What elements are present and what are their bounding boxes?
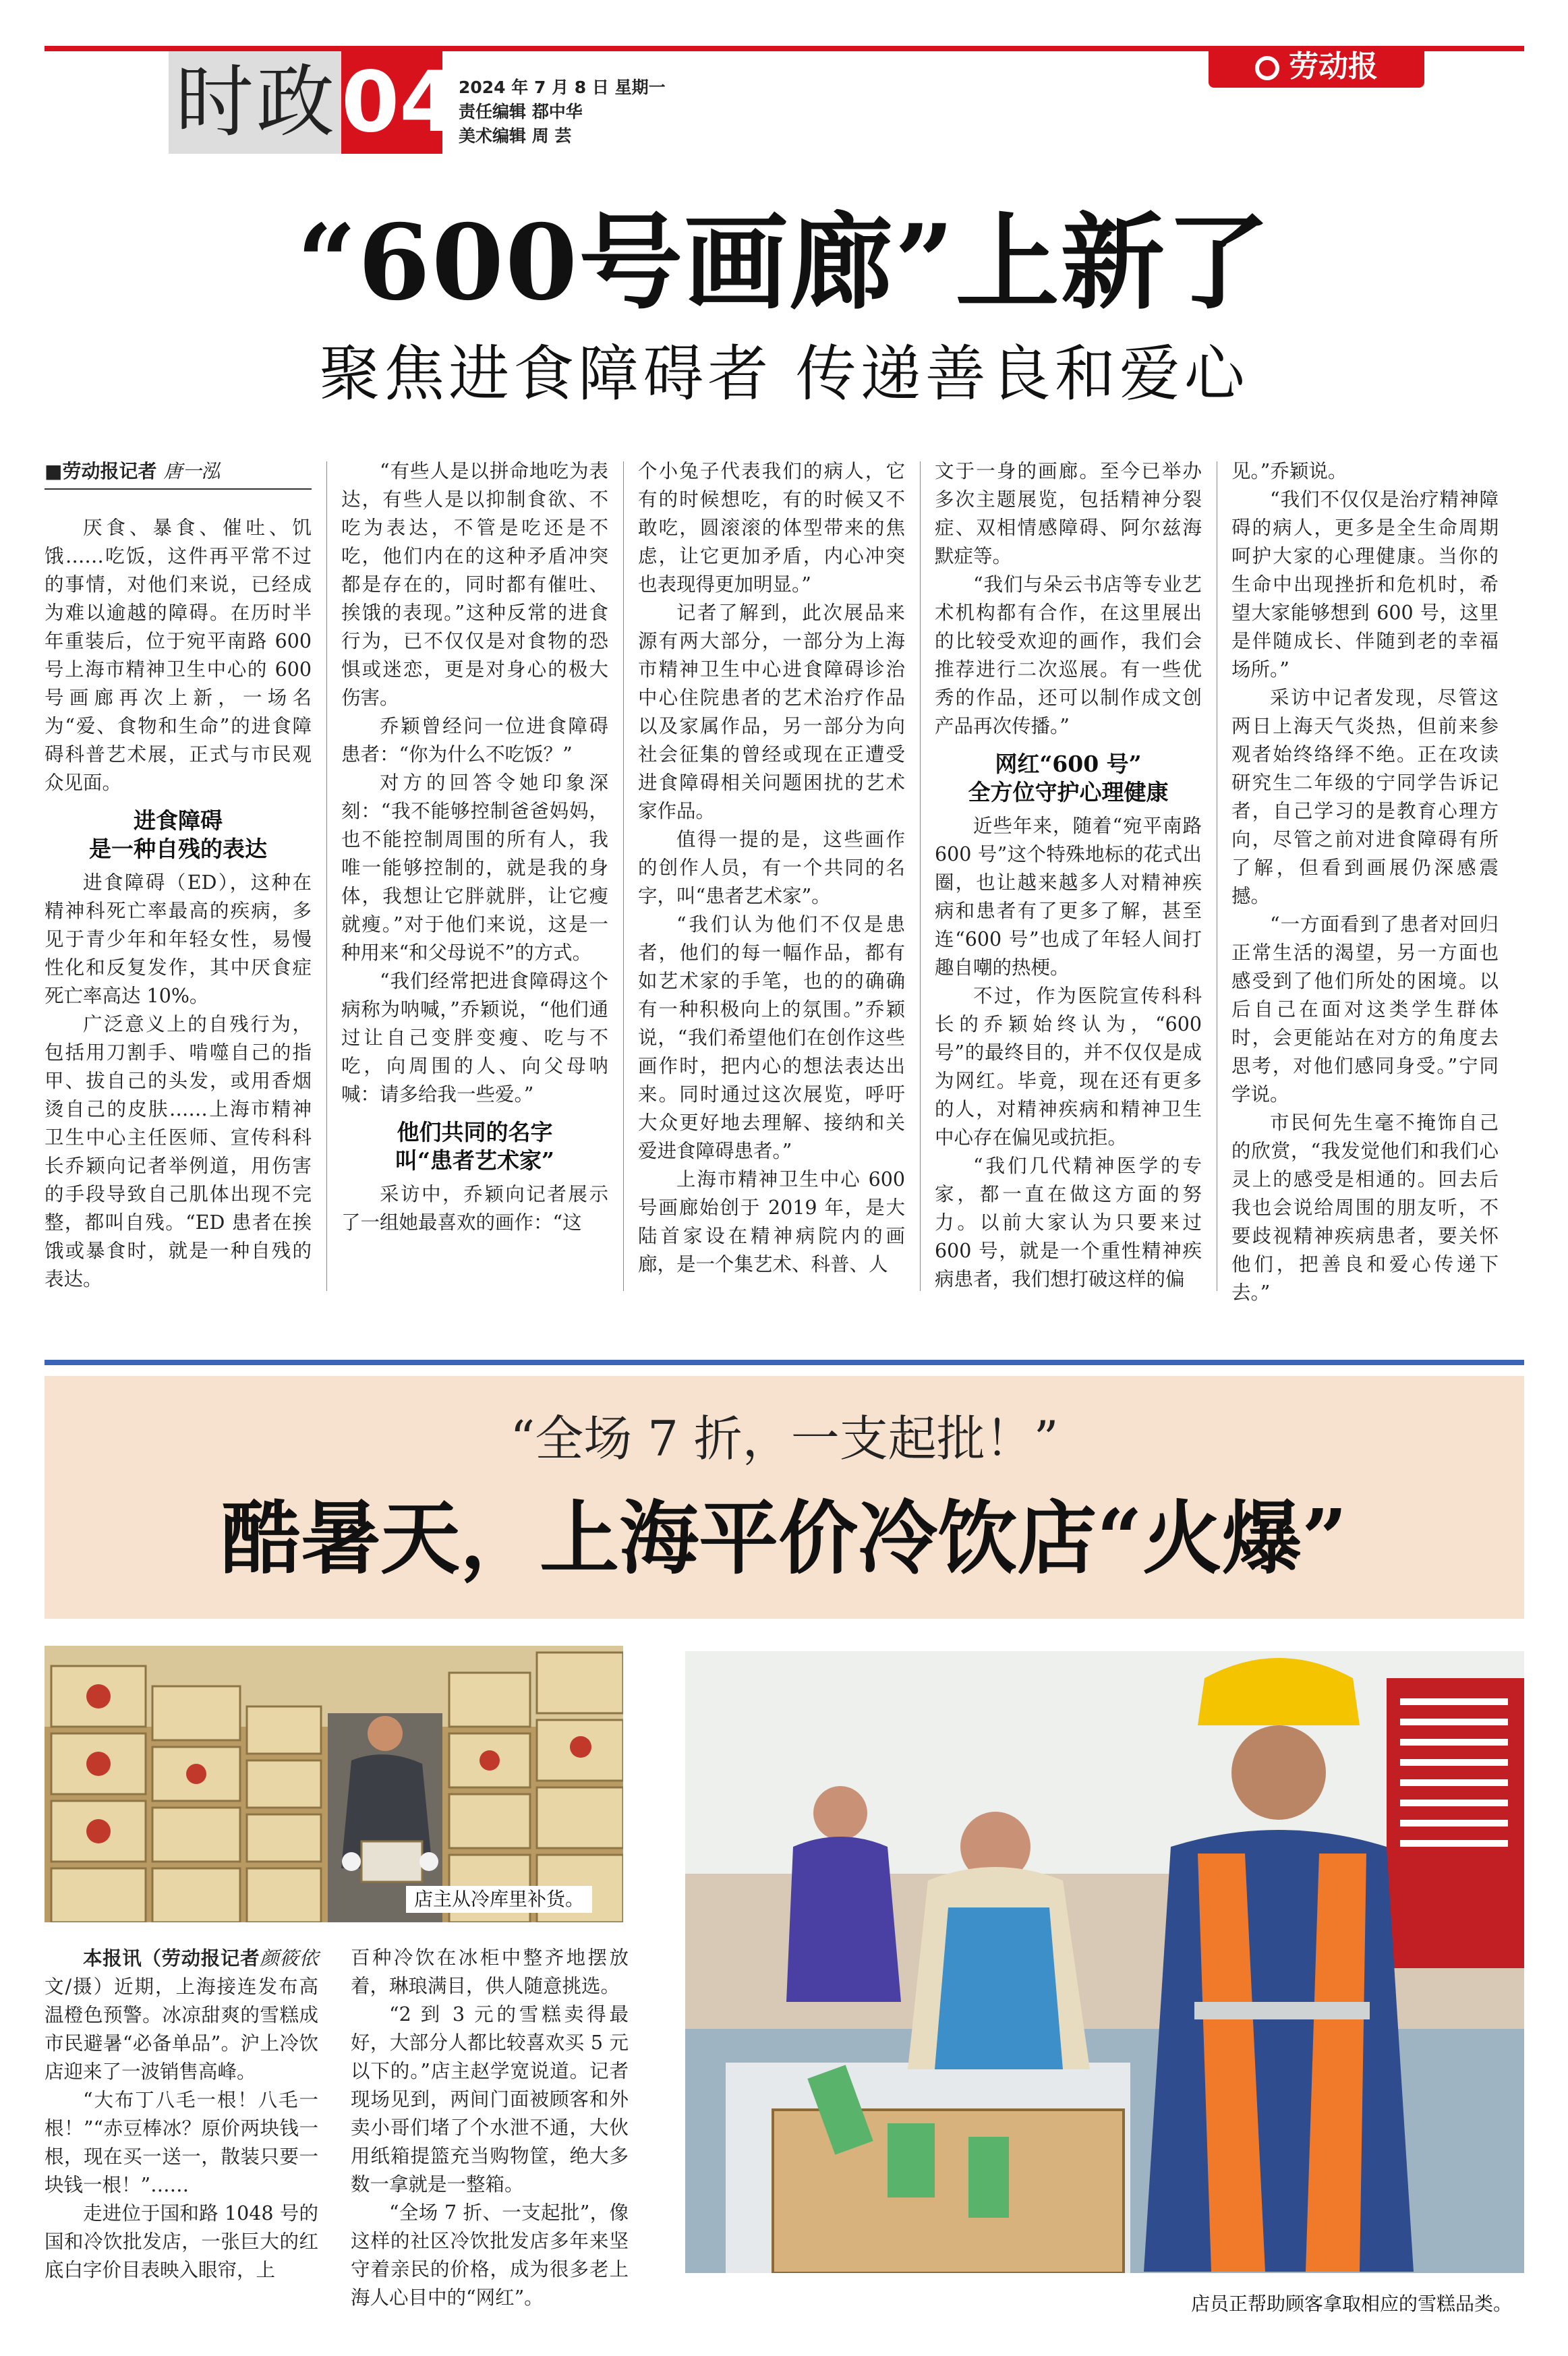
paragraph: “全场 7 折、一支起批”，像这样的社区冷饮批发店多年来坚守着亲民的价格，成为很多老上海人心目中的“网红”。 — [351, 2202, 629, 2309]
paragraph: “2 到 3 元的雪糕卖得最好，大部分人都比较喜欢买 5 元以下的。”店主赵学宽说道。记者现场见到，两间门面被顾客和外卖小哥们堵了个水泄不通，大伙用纸箱提篮充当购物筐，绝大多数一拿就是一整箱。 — [351, 2003, 629, 2195]
article1-column-2 — [341, 457, 608, 1237]
paragraph: 文于一身的画廊。至今已举办多次主题展览，包括精神分裂症、双相情感障碍、阿尔兹海默症等。 — [935, 460, 1202, 567]
issue-date: 2024 年 7 月 8 日 星期一 — [459, 78, 666, 97]
section-label: 时政 — [175, 57, 337, 148]
photo1-caption: 店主从冷库里补货。 — [406, 1886, 592, 1913]
paragraph: 值得一提的是，这些画作的创作人员，有一个共同的名字，叫“患者艺术家”。 — [638, 828, 905, 907]
paragraph: “大布丁八毛一根！八毛一根！”“赤豆棒冰？原价两块钱一根，现在买一送一，散装只要一块钱一根！”…… — [45, 2089, 318, 2196]
photo2-caption: 店员正帮助顾客拿取相应的雪糕品类。 — [1191, 2293, 1513, 2315]
lead-rest: 文/摄）近期，上海接连发布高温橙色预警。冰凉甜爽的雪糕成市民避暑“必备单品”。沪上冷饮店迎来了一波销售高峰。 — [45, 1976, 318, 2083]
article1-column-3 — [638, 457, 905, 1279]
paragraph: “我们不仅仅是治疗精神障碍的病人，更多是全生命周期呵护大家的心理健康。当你的生命中出现挫折和危机时，希望大家能够想到 600 号，这里是伴随成长、伴随到老的幸福场所。” — [1231, 488, 1499, 681]
lead-byline: （劳动报记者 — [142, 1947, 260, 1970]
byline — [45, 457, 312, 490]
subheading: 进食障碍 是一种自残的表达 — [89, 807, 267, 862]
paragraph: “有些人是以拼命地吃为表达，有些人是以抑制食欲、不吃为表达，不管是吃还是不吃，他们内在的这种矛盾冲突都是存在的，同时都有催吐、挨饿的表现。”这种反常的进食行为，已不仅仅是对食物的恐惧或迷恋，更是对身心的极大伤害。 — [341, 460, 608, 709]
cold-storage-photo — [45, 1646, 623, 1922]
lead-label: 本报讯 — [83, 1947, 142, 1970]
byline-label: ■劳动报记者 — [45, 460, 157, 482]
paragraph: 近些年来，随着“宛平南路 600 号”这个特殊地标的花式出圈，也让越来越多人对精神疾病和患者有了更多了解，甚至连“600 号”也成了年轻人间打趣自嘲的热梗。 — [935, 815, 1202, 979]
article1-column-4 — [935, 457, 1202, 1294]
byline-signature: 唐一泓 — [163, 460, 221, 482]
subheading: 他们共同的名字 叫“患者艺术家” — [395, 1119, 554, 1174]
article2-headline: 酷暑天，上海平价冷饮店“火爆” — [221, 1491, 1347, 1585]
responsible-editor: 责任编辑 鄀中华 — [459, 102, 583, 121]
paragraph: “我们认为他们不仅是患者，他们的每一幅作品，都有如艺术家的手笔，也的的确确有一种积极向上的氛围。”乔颖说，“我们希望他们在创作这些画作时，把内心的想法表达出来。同时通过这次展览，呼吁大众更好地去理解、接纳和关爱进食障碍患者。” — [638, 913, 905, 1162]
shop-counter-photo — [685, 1651, 1524, 2273]
paragraph: 上海市精神卫生中心 600 号画廊始创于 2019 年，是大陆首家设在精神病院内的画廊，是一个集艺术、科普、人 — [638, 1168, 905, 1275]
paragraph: 进食障碍（ED），这种在精神科死亡率最高的疾病，多见于青少年和年轻女性，易慢性化和反复发作，其中厌食症死亡率高达 10%。 — [45, 871, 312, 1007]
paragraph: 对方的回答令她印象深刻：“我不能够控制爸爸妈妈，也不能控制周围的所有人，我唯一能够控制的，就是我的身体，我想让它胖就胖，让它瘦就瘦。”对于他们来说，这是一种用来“和父母说不”的方式。 — [341, 772, 608, 964]
article1-subheadline: 聚焦进食障碍者 传递善良和爱心 — [319, 339, 1249, 409]
article1-column-5 — [1231, 457, 1499, 1307]
logo-icon — [1255, 56, 1279, 80]
paragraph — [45, 1944, 318, 2086]
paragraph: 采访中记者发现，尽管这两日上海天气炎热，但前来参观者始终络绎不绝。正在攻读研究生二年级的宁同学告诉记者，自己学习的是教育心理方向，尽管之前对进食障碍有所了解，但看到画展仍深感震撼。 — [1231, 687, 1499, 907]
paragraph: 市民何先生毫不掩饰自己的欣赏，“我发觉他们和我们心灵上的感受是相通的。回去后我也会说给周围的朋友听，不要歧视精神疾病患者，要关怀他们，把善良和爱心传递下去。” — [1231, 1112, 1499, 1304]
shop-counter-illustration — [685, 1651, 1524, 2273]
article2-column-1 — [45, 1944, 318, 2285]
paragraph: 个小兔子代表我们的病人，它有的时候想吃，有的时候又不敢吃，圆滚滚的体型带来的焦虑，让它更加矛盾，内心冲突也表现得更加明显。” — [638, 460, 905, 596]
paragraph: “我们经常把进食障碍这个病称为呐喊，”乔颖说，“他们通过让自己变胖变瘦、吃与不吃，向周围的人、向父母呐喊：请多给我一些爱。” — [341, 970, 608, 1105]
article2-top-rule — [45, 1360, 1524, 1365]
column-divider — [920, 461, 921, 1291]
paragraph: “我们与朵云书店等专业艺术机构都有合作，在这里展出的比较受欢迎的画作，我们会推荐进行二次巡展。有一些优秀的作品，还可以制作成文创产品再次传播。” — [935, 573, 1202, 737]
paragraph: 走进位于国和路 1048 号的国和冷饮批发店，一张巨大的红底白字价目表映入眼帘，上 — [45, 2202, 318, 2281]
paragraph: 百种冷饮在冰柜中整齐地摆放着，琳琅满目，供人随意挑选。 — [351, 1947, 629, 1997]
paragraph: 记者了解到，此次展品来源有两大部分，一部分为上海市精神卫生中心进食障碍诊治中心住院患者的艺术治疗作品以及家属作品，另一部分为向社会征集的曾经或现在正遭受进食障碍相关问题困扰的艺术家作品。 — [638, 602, 905, 822]
paragraph: 广泛意义上的自残行为，包括用刀割手、啃噬自己的指甲、拔自己的头发，或用香烟烫自己的皮肤……上海市精神卫生中心主任医师、宣传科科长乔颖向记者举例道，用伤害的手段导致自己肌体出现不完整，都叫自残。“ED 患者在挨饿或暴食时，就是一种自残的表达。 — [45, 1013, 312, 1290]
header-meta — [459, 76, 666, 148]
lead-name: 颜筱依 — [260, 1947, 318, 1970]
paragraph: “我们几代精神医学的专家，都一直在做这方面的努力。以前大家认为只要来过 600 号，就是一个重性精神疾病患者，我们想打破这样的偏 — [935, 1155, 1202, 1290]
newspaper-name: 劳动报 — [1289, 49, 1378, 84]
article2-kicker: “全场 7 折，一支起批！” — [510, 1410, 1059, 1467]
subheading: 网红“600 号” 全方位守护心理健康 — [968, 751, 1169, 805]
cold-storage-illustration — [45, 1646, 623, 1922]
paragraph: 采访中，乔颖向记者展示了一组她最喜欢的画作：“这 — [341, 1183, 608, 1234]
paragraph: 厌食、暴食、催吐、饥饿……吃饭，这件再平常不过的事情，对他们来说，已经成为难以逾越的障碍。在历时半年重装后，位于宛平南路 600 号上海市精神卫生中心的 600 号画廊再次上新，一场名为“爱、食物和生命”的进食障碍科普艺术展，正式与市民观众见面。 — [45, 517, 312, 794]
article1-headline: “600号画廊”上新了 — [297, 202, 1271, 324]
article2-column-2 — [351, 1944, 629, 2312]
art-editor: 美术编辑 周 芸 — [459, 126, 572, 146]
column-divider — [623, 461, 624, 1291]
paragraph: 见。”乔颖说。 — [1231, 460, 1347, 482]
newspaper-logo — [1209, 46, 1424, 88]
article1-column-1 — [45, 457, 312, 1294]
column-divider — [326, 461, 327, 1291]
page-number: 04 — [341, 51, 442, 154]
paragraph: 不过，作为医院宣传科科长的乔颖始终认为，“600 号”的最终目的，并不仅仅是成为网红。毕竟，现在还有更多的人，对精神疾病和精神卫生中心存在偏见或抗拒。 — [935, 985, 1202, 1149]
paragraph: 乔颖曾经问一位进食障碍患者：“你为什么不吃饭？” — [341, 715, 608, 766]
paragraph: “一方面看到了患者对回归正常生活的渴望，另一方面也感受到了他们所处的困境。以后自己在面对这类学生群体时，会更能站在对方的角度去思考，对他们感同身受。”宁同学说。 — [1231, 913, 1499, 1105]
